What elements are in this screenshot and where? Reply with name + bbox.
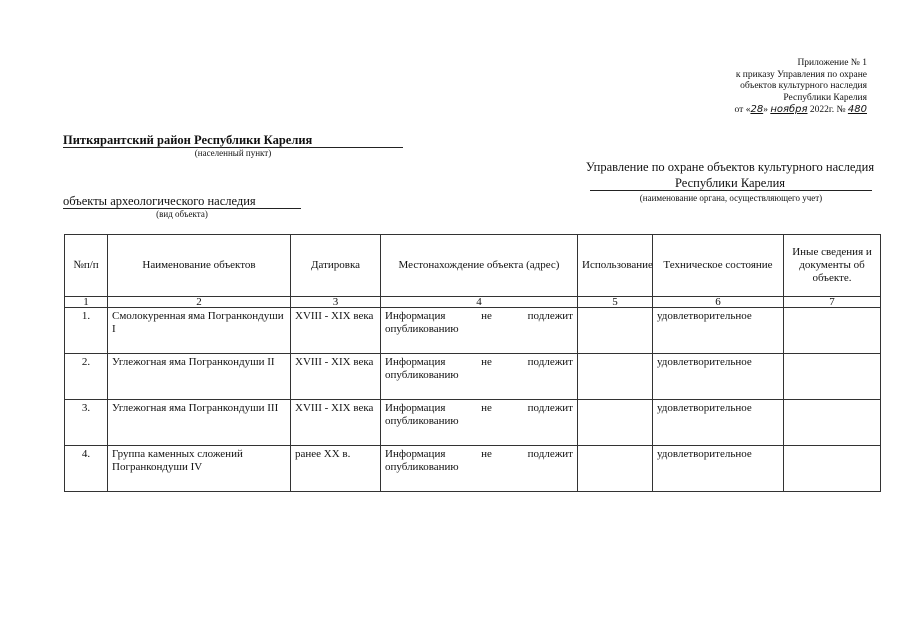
object-other (784, 308, 881, 354)
object-date: XVIII - XIX века (291, 400, 381, 446)
column-number: 3 (291, 297, 381, 308)
appendix-date-line (735, 104, 867, 117)
column-header-location: Местонахождение объекта (адрес) (381, 235, 578, 297)
handwritten-number: 480 (847, 104, 867, 115)
table-row (65, 354, 881, 400)
row-number: 4. (65, 446, 108, 492)
column-number: 2 (108, 297, 291, 308)
object-condition: удовлетворительное (653, 446, 784, 492)
organization-underline (590, 190, 872, 191)
organization-caption: (наименование органа, осуществляющего учет) (639, 193, 823, 203)
object-date: XVIII - XIX века (291, 354, 381, 400)
object-other (784, 400, 881, 446)
date-year: 2022г. № (809, 105, 846, 115)
table-row (65, 400, 881, 446)
row-number: 3. (65, 400, 108, 446)
column-number: 4 (381, 297, 578, 308)
table-header-row (65, 235, 881, 297)
column-header-date: Датировка (291, 235, 381, 297)
organization-name: Управление по охране объектов культурного наследия Республики Карелия (585, 160, 875, 190)
object-condition: удовлетворительное (653, 400, 784, 446)
object-location: Информация не подлежит опубликованию (381, 354, 578, 400)
object-name: Группа каменных сложений Погранкондуши IV (108, 446, 291, 492)
table-row (65, 308, 881, 354)
district-title: Питкярантский район Республики Карелия (63, 133, 313, 147)
object-usage (578, 308, 653, 354)
object-date: XVIII - XIX века (291, 308, 381, 354)
object-name: Смолокуренная яма Погранкондуши I (108, 308, 291, 354)
object-name: Углежогная яма Погранкондуши II (108, 354, 291, 400)
column-number: 6 (653, 297, 784, 308)
column-header-condition: Техническое состояние (653, 235, 784, 297)
appendix-line-1: Приложение № 1 (797, 58, 867, 68)
column-header-usage: Использование (578, 235, 653, 297)
handwritten-month: ноября (770, 104, 808, 115)
column-header-num: №п/п (65, 235, 108, 297)
object-other (784, 354, 881, 400)
column-header-other: Иные сведения и документы об объекте. (784, 235, 881, 297)
object-location: Информация не подлежит опубликованию (381, 446, 578, 492)
object-location: Информация не подлежит опубликованию (381, 308, 578, 354)
table-row (65, 446, 881, 492)
row-number: 1. (65, 308, 108, 354)
object-date: ранее XX в. (291, 446, 381, 492)
object-condition: удовлетворительное (653, 354, 784, 400)
object-usage (578, 400, 653, 446)
objects-table (64, 234, 881, 492)
district-caption: (населенный пункт) (194, 148, 272, 158)
object-type: объекты археологического наследия (63, 194, 256, 208)
object-usage (578, 354, 653, 400)
appendix-line-2: к приказу Управления по охране (735, 69, 867, 80)
column-number-row (65, 297, 881, 308)
column-number: 7 (784, 297, 881, 308)
object-other (784, 446, 881, 492)
appendix-line-3: объектов культурного наследия (740, 81, 867, 91)
handwritten-day: 28 (750, 104, 764, 115)
object-type-caption: (вид объекта) (156, 209, 208, 219)
object-location: Информация не подлежит опубликованию (381, 400, 578, 446)
appendix-line-4: Республики Карелия (783, 92, 867, 103)
date-mid: » (763, 105, 768, 115)
object-name: Углежогная яма Погранкондуши III (108, 400, 291, 446)
date-prefix: от « (734, 105, 751, 115)
column-header-name: Наименование объектов (108, 235, 291, 297)
column-number: 1 (65, 297, 108, 308)
object-usage (578, 446, 653, 492)
column-number: 5 (578, 297, 653, 308)
row-number: 2. (65, 354, 108, 400)
appendix-block (735, 58, 867, 117)
object-condition: удовлетворительное (653, 308, 784, 354)
